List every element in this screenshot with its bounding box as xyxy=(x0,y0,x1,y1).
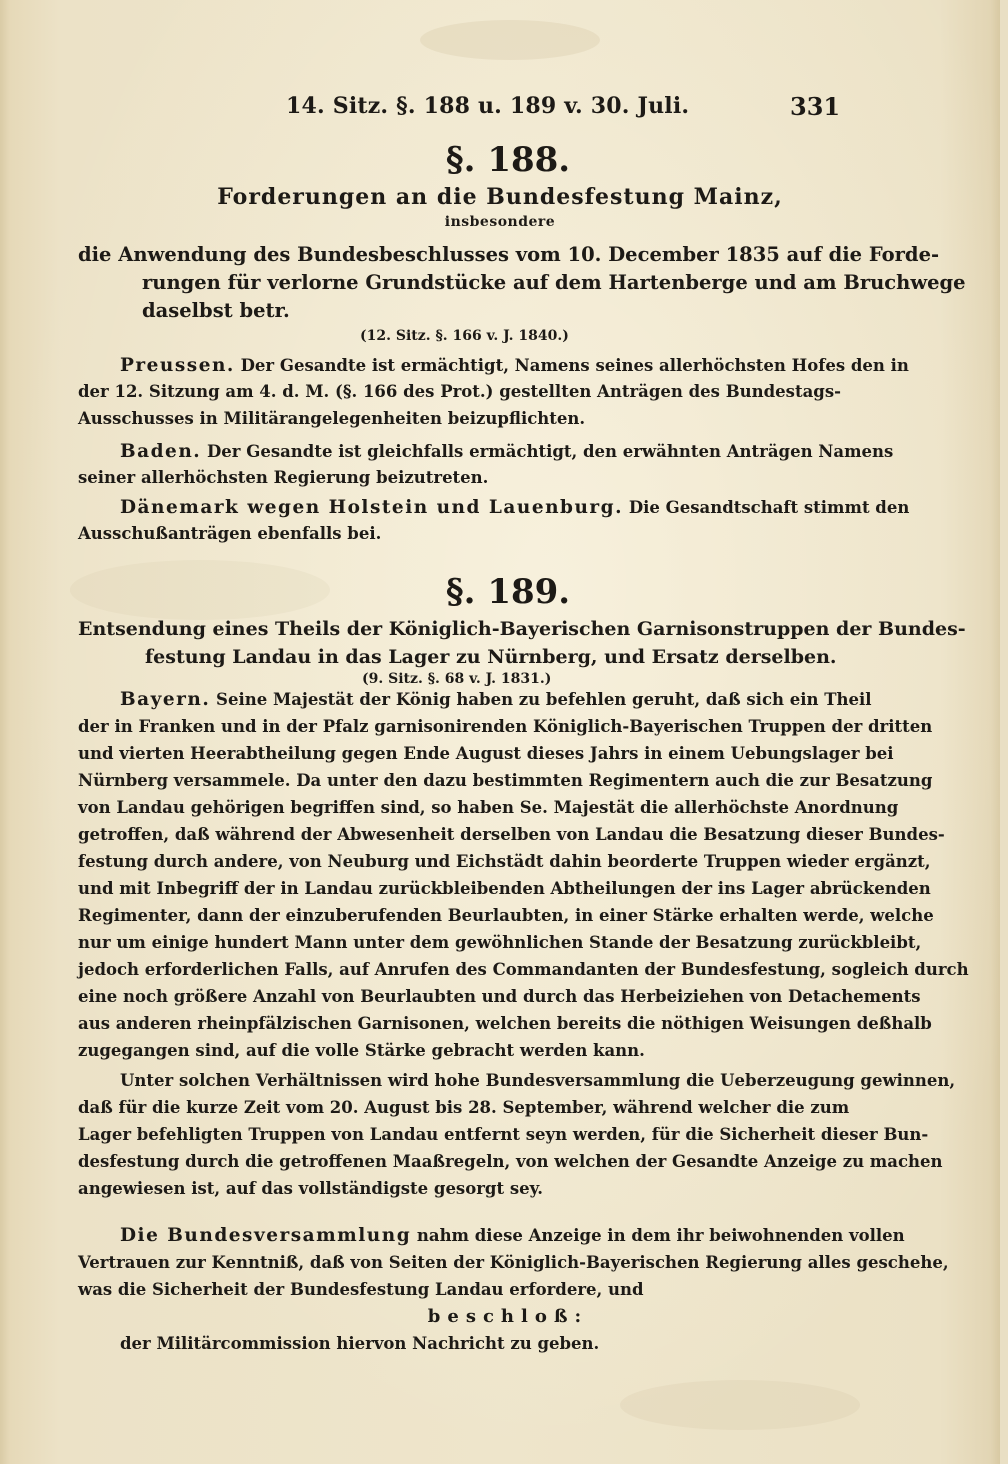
section-188-title: Forderungen an die Bundesfestung Mainz, xyxy=(217,184,783,210)
bayern-line: aus anderen rheinpfälzischen Garnisonen, welchen bereits die nöthigen Weisungen deßhalb xyxy=(78,1014,932,1033)
section-188-body-line: rungen für verlorne Grundstücke auf dem Hartenberge und am Bruchwege xyxy=(142,271,966,294)
bayern-line: von Landau gehörigen begriffen sind, so haben Se. Majestät die allerhöchste Anordnung xyxy=(78,798,899,817)
state-label-baden: Baden. xyxy=(120,441,202,462)
resolution-text: der Militärcommission hiervon Nachricht zu geben. xyxy=(120,1334,600,1353)
bayern-line: eine noch größere Anzahl von Beurlaubten und durch das Herbeiziehen von Detachements xyxy=(78,987,921,1006)
vote-line-baden xyxy=(120,441,894,462)
bayern-first-line xyxy=(120,689,872,710)
bayern-line: und vierten Heerabtheilung gegen Ende August dieses Jahrs in einem Uebungslager bei xyxy=(78,744,894,763)
vote-text: Der Gesandte ist gleichfalls ermächtigt, den erwähnten Anträgen Namens xyxy=(206,442,894,461)
vote-line: Ausschußanträgen ebenfalls bei. xyxy=(78,524,382,543)
state-label-daenemark: Dänemark wegen Holstein und Lauenburg. xyxy=(120,497,624,518)
vote-text: Der Gesandte ist ermächtigt, Namens seines allerhöchsten Hofes den in xyxy=(240,356,909,375)
vote-line-daenemark xyxy=(120,497,910,518)
bayern-line: jedoch erforderlichen Falls, auf Anrufen des Commandanten der Bundesfestung, sogleich durch xyxy=(78,960,969,979)
vote-text: Die Gesandtschaft stimmt den xyxy=(628,498,910,517)
section-188-number: §. 188. xyxy=(445,140,571,180)
vote-line: Ausschusses in Militärangelegenheiten beizupflichten. xyxy=(78,409,586,428)
bayern-para2-line: angewiesen ist, auf das vollständigste gesorgt sey. xyxy=(78,1179,544,1198)
bayern-line: Regimenter, dann der einzuberufenden Beurlaubten, in einer Stärke erhalten werde, welche xyxy=(78,906,934,925)
section-189-number: §. 189. xyxy=(445,572,571,612)
section-188-body-line: die Anwendung des Bundesbeschlusses vom 10. December 1835 auf die Forde- xyxy=(78,243,940,266)
assembly-text: nahm diese Anzeige in dem ihr beiwohnenden vollen xyxy=(416,1226,905,1245)
running-head: 14. Sitz. §. 188 u. 189 v. 30. Juli. xyxy=(286,93,690,119)
bayern-para2-line: desfestung durch die getroffenen Maaßregeln, von welchen der Gesandte Anzeige zu machen xyxy=(78,1152,943,1171)
bayern-text: Seine Majestät der König haben zu befehlen geruht, daß sich ein Theil xyxy=(216,690,872,709)
state-label-bayern: Bayern. xyxy=(120,689,211,710)
section-189-citation: (9. Sitz. §. 68 v. J. 1831.) xyxy=(362,671,552,687)
bayern-para2-line: Unter solchen Verhältnissen wird hohe Bundesversammlung die Ueberzeugung gewinnen, xyxy=(120,1071,956,1090)
section-188-body-line: daselbst betr. xyxy=(142,299,290,322)
state-label-preussen: Preussen. xyxy=(120,355,235,376)
bayern-line: und mit Inbegriff der in Landau zurückbleibenden Abtheilungen der ins Lager abrückenden xyxy=(78,879,931,898)
resolution-heading: beschloß: xyxy=(427,1306,589,1327)
assembly-label: Die Bundesversammlung xyxy=(120,1225,412,1246)
bayern-para2-line: Lager befehligten Truppen von Landau entfernt seyn werden, für die Sicherheit dieser Bun- xyxy=(78,1125,929,1144)
section-189-title-line: festung Landau in das Lager zu Nürnberg, und Ersatz derselben. xyxy=(145,646,837,668)
page-number: 331 xyxy=(790,92,841,121)
bayern-line: nur um einige hundert Mann unter dem gewöhnlichen Stande der Besatzung zurückbleibt, xyxy=(78,933,922,952)
bayern-line: getroffen, daß während der Abwesenheit derselben von Landau die Besatzung dieser Bundes- xyxy=(78,825,945,844)
bayern-line: festung durch andere, von Neuburg und Eichstädt dahin beorderte Truppen wieder ergänzt, xyxy=(78,852,931,871)
assembly-line: was die Sicherheit der Bundesfestung Landau erfordere, und xyxy=(78,1280,644,1299)
bayern-line: Nürnberg versammele. Da unter den dazu bestimmten Regimentern auch die zur Besatzung xyxy=(78,771,933,790)
assembly-line: Vertrauen zur Kenntniß, daß von Seiten der Königlich-Bayerischen Regierung alles geschehe, xyxy=(78,1253,949,1272)
assembly-first-line xyxy=(120,1225,905,1246)
bayern-line: zugegangen sind, auf die volle Stärke gebracht werden kann. xyxy=(78,1041,645,1060)
section-188-subtitle: insbesondere xyxy=(444,214,556,230)
vote-line: der 12. Sitzung am 4. d. M. (§. 166 des Prot.) gestellten Anträgen des Bundestags- xyxy=(78,382,841,401)
bayern-line: der in Franken und in der Pfalz garnisonirenden Königlich-Bayerischen Truppen der dritten xyxy=(78,717,933,736)
bayern-para2-line: daß für die kurze Zeit vom 20. August bis 28. September, während welcher die zum xyxy=(78,1098,850,1117)
section-189-title-line: Entsendung eines Theils der Königlich-Bayerischen Garnisonstruppen der Bundes- xyxy=(78,618,966,640)
section-188-citation: (12. Sitz. §. 166 v. J. 1840.) xyxy=(360,328,569,344)
vote-line: seiner allerhöchsten Regierung beizutreten. xyxy=(78,468,489,487)
vote-line-preussen xyxy=(120,355,909,376)
